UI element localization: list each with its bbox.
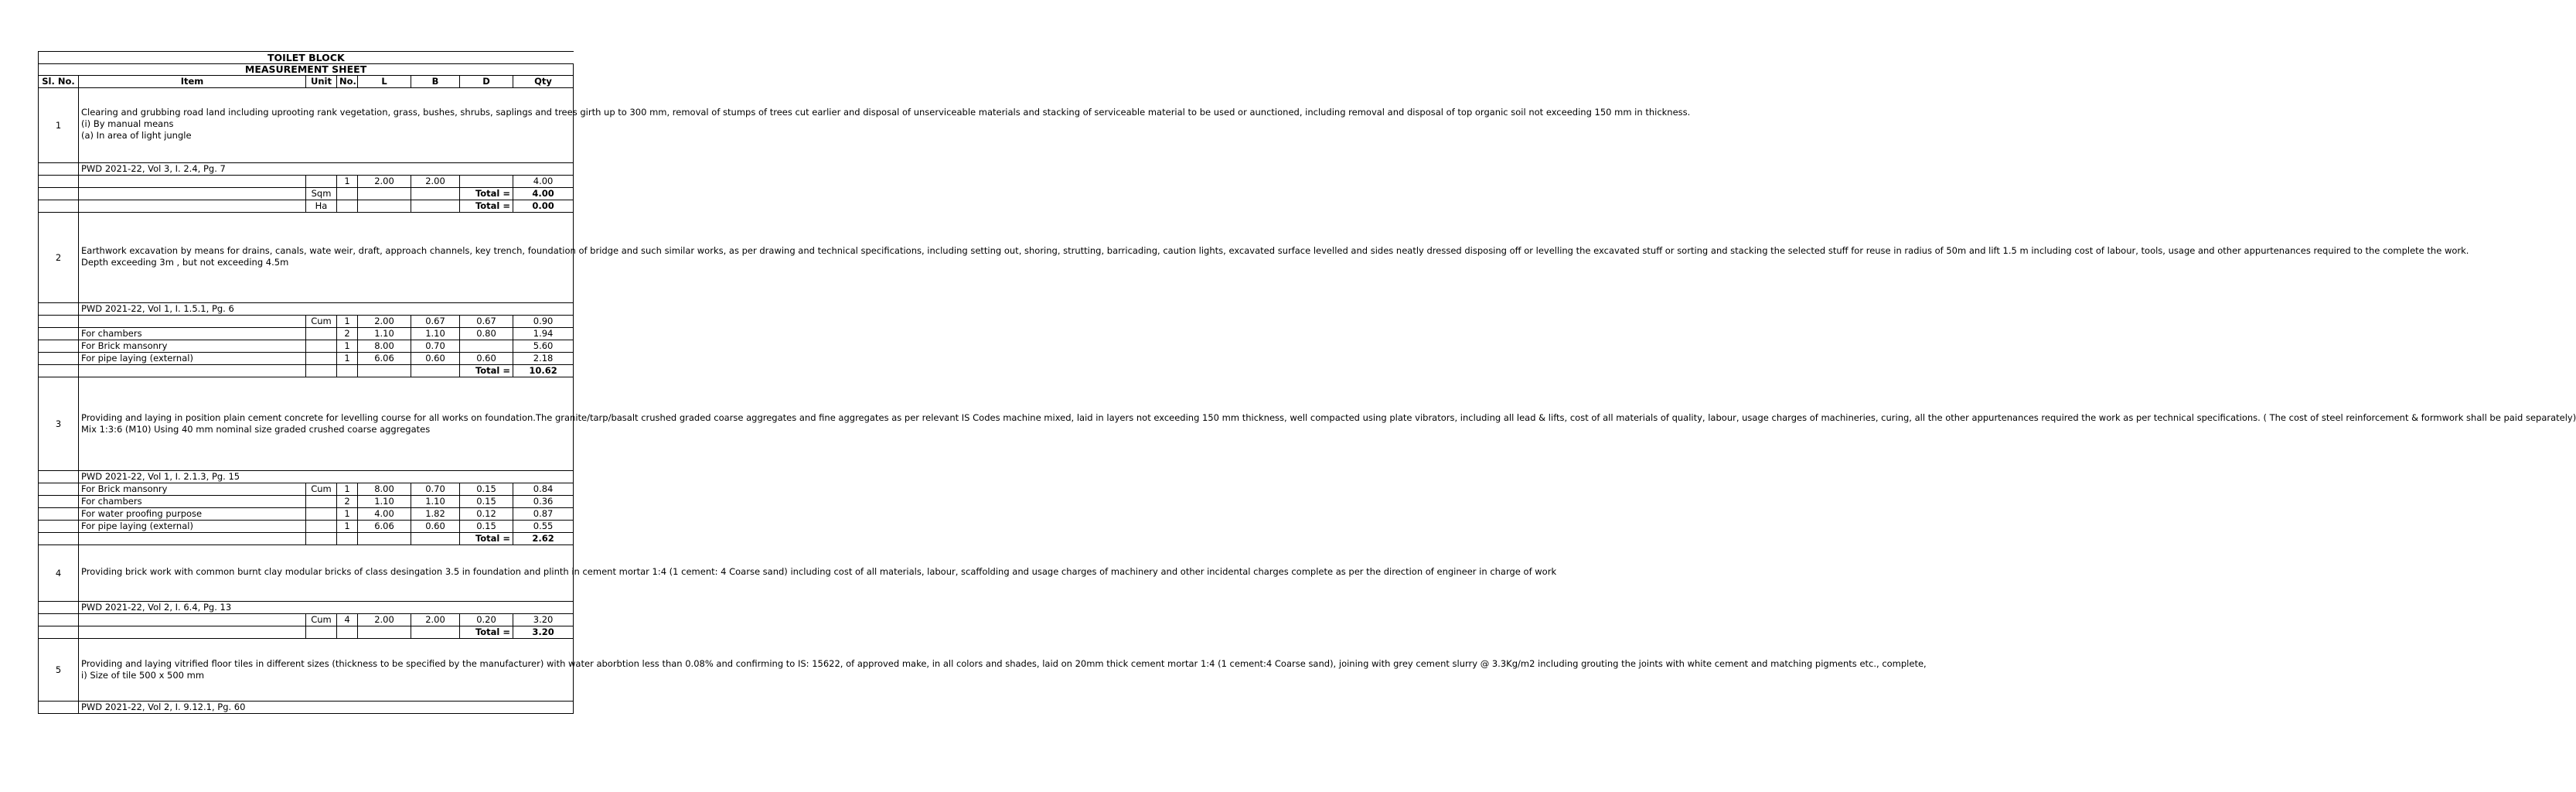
empty-cell bbox=[39, 521, 79, 533]
item-3-total-row bbox=[39, 533, 574, 545]
item-4-ref: PWD 2021-22, Vol 2, I. 6.4, Pg. 13 bbox=[79, 602, 574, 614]
col-header-sl: Sl. No. bbox=[39, 76, 79, 88]
total-label: Total = bbox=[460, 365, 513, 377]
item-1-desc-main: Clearing and grubbing road land including uprooting rank vegetation, grass, bushes, shrubs, saplings and trees girth up to 300 mm, removal of stumps of trees cut earlier and disposal of unserviceable materials and stacking of serviceable material to be used or aunctioned, including removal and disposal of top organic soil not exceeding 150 mm in thickness. bbox=[81, 107, 1691, 118]
empty-cell bbox=[39, 471, 79, 483]
table-row bbox=[39, 353, 574, 365]
table-cell: 4 bbox=[337, 614, 358, 626]
empty-cell bbox=[39, 602, 79, 614]
empty-cell bbox=[39, 188, 79, 200]
sheet-subtitle: MEASUREMENT SHEET bbox=[39, 64, 574, 76]
item-2-desc-main: Earthwork excavation by means for drains, canals, wate weir, draft, approach channels, key trench, foundation of bridge and such similar works, as per drawing and technical specifications, including setting out, shoring, strutting, barricading, caution lights, excavated surface levelled and sides neatly dressed disposing off or levelling the excavated stuff or sorting and stacking the selected stuff for reuse in radius of 50m and lift 1.5 m including cost of labour, tools, usage and other appurtenances required to the complete the work. bbox=[81, 245, 2469, 256]
table-cell: 2.00 bbox=[358, 176, 411, 188]
table-cell: 1 bbox=[337, 176, 358, 188]
empty-cell bbox=[79, 316, 306, 328]
table-cell: 0.12 bbox=[460, 508, 513, 521]
table-cell: 1.94 bbox=[513, 328, 574, 340]
item-2-ref: PWD 2021-22, Vol 1, I. 1.5.1, Pg. 6 bbox=[79, 303, 574, 316]
table-cell: 1.10 bbox=[358, 328, 411, 340]
item-2-ref-row bbox=[39, 303, 574, 316]
table-cell: For water proofing purpose bbox=[79, 508, 306, 521]
empty-cell bbox=[358, 200, 411, 213]
item-1-ref-row bbox=[39, 163, 574, 176]
total-label: Total = bbox=[460, 200, 513, 213]
table-row bbox=[39, 521, 574, 533]
table-cell: 8.00 bbox=[358, 483, 411, 496]
col-header-d: D bbox=[460, 76, 513, 88]
table-cell: 0.80 bbox=[460, 328, 513, 340]
empty-cell bbox=[79, 614, 306, 626]
table-cell: 0.67 bbox=[460, 316, 513, 328]
item-4-desc-main: Providing brick work with common burnt clay modular bricks of class desingation 3.5 in foundation and plinth in cement mortar 1:4 (1 cement: 4 Coarse sand) including cost of all materials, labour, scaffolding and usage charges of machinery and other incidental charges complete as per the direction of engineer in charge of work bbox=[81, 565, 1557, 577]
empty-cell bbox=[39, 200, 79, 213]
empty-cell bbox=[39, 303, 79, 316]
item-3-description bbox=[79, 377, 2576, 471]
table-cell: 0.15 bbox=[460, 496, 513, 508]
table-cell: 0.15 bbox=[460, 483, 513, 496]
table-cell: 0.70 bbox=[411, 340, 460, 353]
table-cell: 3.20 bbox=[513, 614, 574, 626]
table-cell: 0.55 bbox=[513, 521, 574, 533]
empty-cell bbox=[39, 496, 79, 508]
empty-cell bbox=[306, 365, 337, 377]
table-cell: 1 bbox=[337, 353, 358, 365]
item-1-ref: PWD 2021-22, Vol 3, I. 2.4, Pg. 7 bbox=[79, 163, 574, 176]
empty-cell bbox=[460, 176, 513, 188]
empty-cell bbox=[39, 340, 79, 353]
table-cell: 6.06 bbox=[358, 521, 411, 533]
table-cell: 2 bbox=[337, 328, 358, 340]
table-cell: 1.10 bbox=[411, 328, 460, 340]
table-cell: Cum bbox=[306, 614, 337, 626]
table-cell: 0.70 bbox=[411, 483, 460, 496]
item-5-ref-row bbox=[39, 702, 574, 714]
item-4-description-row bbox=[39, 545, 574, 602]
item-3-ref-row bbox=[39, 471, 574, 483]
item-4-total-row bbox=[39, 626, 574, 639]
item-1-sl: 1 bbox=[39, 88, 79, 163]
table-cell: 2.18 bbox=[513, 353, 574, 365]
table-cell: Cum bbox=[306, 316, 337, 328]
table-row bbox=[39, 176, 574, 188]
table-cell: For pipe laying (external) bbox=[79, 521, 306, 533]
col-header-b: B bbox=[411, 76, 460, 88]
col-header-unit: Unit bbox=[306, 76, 337, 88]
table-cell: 6.06 bbox=[358, 353, 411, 365]
empty-cell bbox=[460, 340, 513, 353]
empty-cell bbox=[358, 188, 411, 200]
table-cell: 0.60 bbox=[411, 353, 460, 365]
item-1-description-row bbox=[39, 88, 574, 163]
table-cell: 1 bbox=[337, 508, 358, 521]
item-3-desc-main: Providing and laying in position plain cement concrete for levelling course for all works on foundation.The granite/tarp/basalt crushed graded coarse aggregates and fine aggregates as per relevant IS Codes machine mixed, laid in layers not exceeding 150 mm thickness, well compacted using plate vibrators, including all lead & lifts, cost of all materials of quality, labour, usage charges of machineries, curing, all the other appurtenances required the work as per technical specifications. ( The cost of steel reinforcement & formwork shall be paid separately) bbox=[81, 412, 2576, 423]
table-cell: For chambers bbox=[79, 328, 306, 340]
table-cell: 0.87 bbox=[513, 508, 574, 521]
table-cell: 1 bbox=[337, 521, 358, 533]
empty-cell bbox=[337, 188, 358, 200]
total-label: Total = bbox=[460, 188, 513, 200]
table-row bbox=[39, 614, 574, 626]
item-5-desc-sub1: i) Size of tile 500 x 500 mm bbox=[81, 669, 205, 681]
empty-cell bbox=[79, 626, 306, 639]
col-header-no: No. bbox=[337, 76, 358, 88]
table-cell: 0.90 bbox=[513, 316, 574, 328]
table-row bbox=[39, 316, 574, 328]
table-row bbox=[39, 496, 574, 508]
empty-cell bbox=[411, 365, 460, 377]
empty-cell bbox=[306, 340, 337, 353]
table-cell: Cum bbox=[306, 483, 337, 496]
empty-cell bbox=[306, 176, 337, 188]
empty-cell bbox=[358, 626, 411, 639]
item-2-description bbox=[79, 213, 2469, 303]
empty-cell bbox=[358, 533, 411, 545]
item-3-desc-sub1: Mix 1:3:6 (M10) Using 40 mm nominal size graded crushed coarse aggregates bbox=[81, 424, 431, 435]
table-cell: 0.20 bbox=[460, 614, 513, 626]
item-3-ref: PWD 2021-22, Vol 1, I. 2.1.3, Pg. 15 bbox=[79, 471, 574, 483]
table-cell: 1.10 bbox=[358, 496, 411, 508]
table-cell: 2.00 bbox=[358, 316, 411, 328]
empty-cell bbox=[306, 533, 337, 545]
item-2-sl: 2 bbox=[39, 213, 79, 303]
empty-cell bbox=[79, 200, 306, 213]
table-cell: 2.00 bbox=[358, 614, 411, 626]
empty-cell bbox=[39, 533, 79, 545]
col-header-item: Item bbox=[79, 76, 306, 88]
empty-cell bbox=[337, 200, 358, 213]
empty-cell bbox=[306, 328, 337, 340]
item-5-ref: PWD 2021-22, Vol 2, I. 9.12.1, Pg. 60 bbox=[79, 702, 574, 714]
empty-cell bbox=[39, 353, 79, 365]
table-cell: Ha bbox=[306, 200, 337, 213]
empty-cell bbox=[39, 702, 79, 714]
empty-cell bbox=[306, 496, 337, 508]
table-cell: 5.60 bbox=[513, 340, 574, 353]
col-header-l: L bbox=[358, 76, 411, 88]
total-label: Total = bbox=[460, 533, 513, 545]
empty-cell bbox=[306, 626, 337, 639]
item-2-desc-sub1: Depth exceeding 3m , but not exceeding 4.5m bbox=[81, 257, 289, 268]
item-3-description-row bbox=[39, 377, 574, 471]
empty-cell bbox=[411, 533, 460, 545]
table-cell: 1.82 bbox=[411, 508, 460, 521]
table-row bbox=[39, 483, 574, 496]
empty-cell bbox=[411, 626, 460, 639]
item-5-description bbox=[79, 639, 1927, 702]
table-cell: For Brick mansonry bbox=[79, 483, 306, 496]
table-cell: 4.00 bbox=[358, 508, 411, 521]
empty-cell bbox=[39, 176, 79, 188]
table-row bbox=[39, 508, 574, 521]
empty-cell bbox=[337, 626, 358, 639]
item-3-sl: 3 bbox=[39, 377, 79, 471]
table-cell: 0.36 bbox=[513, 496, 574, 508]
measurement-sheet-table bbox=[38, 51, 2576, 714]
empty-cell bbox=[79, 365, 306, 377]
empty-cell bbox=[39, 614, 79, 626]
total-label: Total = bbox=[460, 626, 513, 639]
table-cell: 0.60 bbox=[411, 521, 460, 533]
item-5-desc-main: Providing and laying vitrified floor tiles in different sizes (thickness to be specified by the manufacturer) with water aborbtion less than 0.08% and confirming to IS: 15622, of approved make, in all colors and shades, laid on 20mm thick cement mortar 1:4 (1 cement:4 Coarse sand), joining with grey cement slurry @ 3.3Kg/m2 including grouting the joints with white cement and matching pigments etc., complete, bbox=[81, 657, 1927, 669]
empty-cell bbox=[337, 533, 358, 545]
table-cell: 1.10 bbox=[411, 496, 460, 508]
table-cell: 2.00 bbox=[411, 176, 460, 188]
empty-cell bbox=[39, 508, 79, 521]
item-4-sl: 4 bbox=[39, 545, 79, 602]
table-cell: 1 bbox=[337, 340, 358, 353]
item-2-total-row bbox=[39, 365, 574, 377]
table-cell: 0.67 bbox=[411, 316, 460, 328]
empty-cell bbox=[306, 353, 337, 365]
table-cell: 1 bbox=[337, 316, 358, 328]
table-cell: 0.60 bbox=[460, 353, 513, 365]
empty-cell bbox=[411, 200, 460, 213]
table-row bbox=[39, 328, 574, 340]
item-1-desc-sub2: (a) In area of light jungle bbox=[81, 130, 192, 141]
item-5-sl: 5 bbox=[39, 639, 79, 702]
empty-cell bbox=[337, 365, 358, 377]
empty-cell bbox=[79, 533, 306, 545]
item-3-total: 2.62 bbox=[513, 533, 574, 545]
table-cell: 0.15 bbox=[460, 521, 513, 533]
table-row bbox=[39, 340, 574, 353]
table-cell: 1 bbox=[337, 483, 358, 496]
table-cell: 4.00 bbox=[513, 176, 574, 188]
sheet-title: TOILET BLOCK bbox=[39, 52, 574, 64]
table-cell: 2.00 bbox=[411, 614, 460, 626]
table-cell: Sqm bbox=[306, 188, 337, 200]
item-1-total-ha: 0.00 bbox=[513, 200, 574, 213]
item-1-total: 4.00 bbox=[513, 188, 574, 200]
item-4-total: 3.20 bbox=[513, 626, 574, 639]
empty-cell bbox=[79, 188, 306, 200]
empty-cell bbox=[358, 365, 411, 377]
table-cell: 8.00 bbox=[358, 340, 411, 353]
table-cell: For Brick mansonry bbox=[79, 340, 306, 353]
empty-cell bbox=[39, 163, 79, 176]
empty-cell bbox=[306, 508, 337, 521]
empty-cell bbox=[411, 188, 460, 200]
item-1-total-ha-row bbox=[39, 200, 574, 213]
empty-cell bbox=[39, 316, 79, 328]
item-4-ref-row bbox=[39, 602, 574, 614]
col-header-qty: Qty bbox=[513, 76, 574, 88]
empty-cell bbox=[39, 365, 79, 377]
item-2-description-row bbox=[39, 213, 574, 303]
table-cell: For chambers bbox=[79, 496, 306, 508]
header-row bbox=[39, 76, 574, 88]
item-1-total-row bbox=[39, 188, 574, 200]
empty-cell bbox=[39, 483, 79, 496]
empty-cell bbox=[39, 328, 79, 340]
empty-cell bbox=[79, 176, 306, 188]
table-cell: 2 bbox=[337, 496, 358, 508]
item-1-desc-sub1: (i) By manual means bbox=[81, 118, 174, 129]
item-5-description-row bbox=[39, 639, 574, 702]
item-1-description bbox=[79, 88, 1691, 163]
item-2-total: 10.62 bbox=[513, 365, 574, 377]
table-cell: For pipe laying (external) bbox=[79, 353, 306, 365]
item-4-description bbox=[79, 545, 1557, 602]
empty-cell bbox=[39, 626, 79, 639]
table-cell: 0.84 bbox=[513, 483, 574, 496]
empty-cell bbox=[306, 521, 337, 533]
